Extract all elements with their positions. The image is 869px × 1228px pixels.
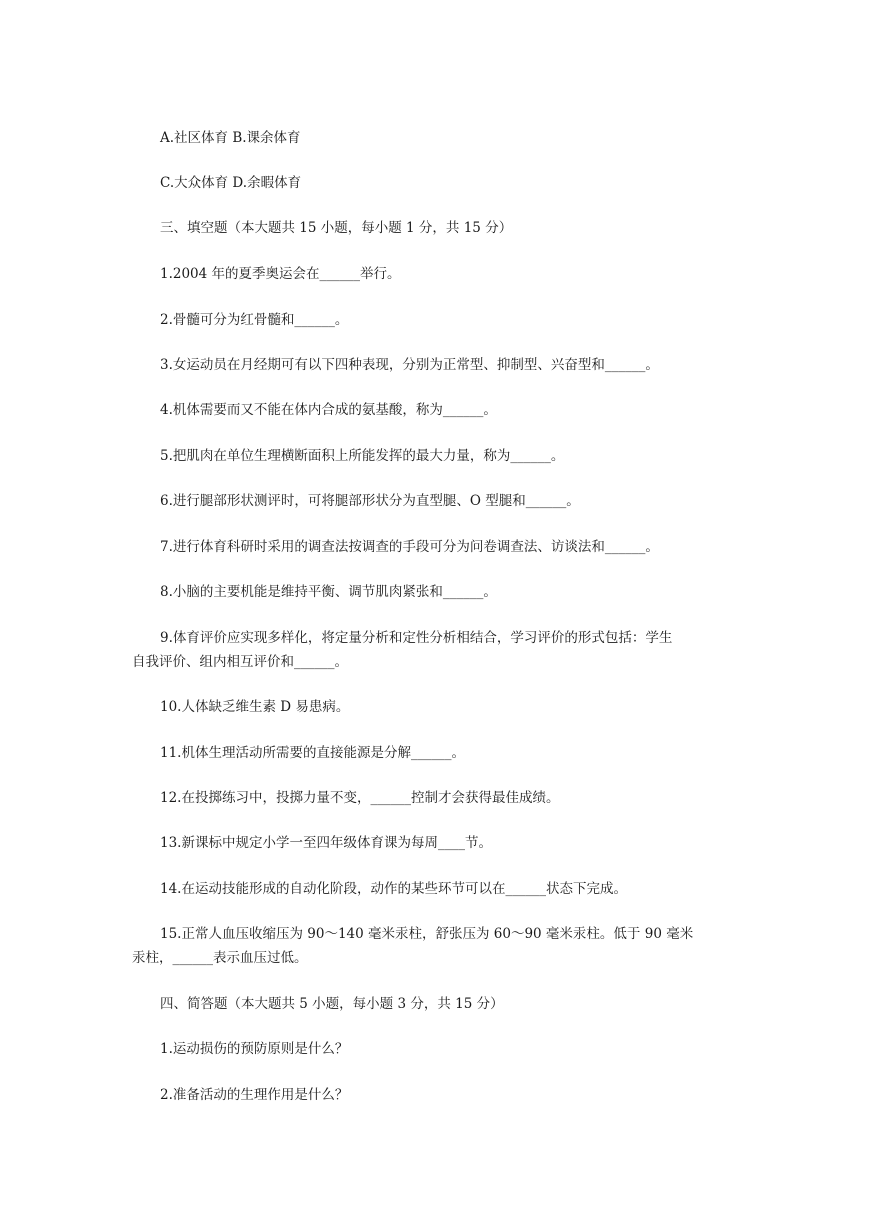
fill-item-15-line1: 15.正常人血压收缩压为 90～140 毫米汞柱，舒张压为 60～90 毫米汞柱。低于 90 毫米 [160,926,694,942]
section4-heading: 四、简答题（本大题共 5 小题，每小题 3 分，共 15 分） [160,996,504,1012]
fill-item-9-line2: 自我评价、组内相互评价和______。 [132,654,348,670]
fill-item-9-line1: 9.体育评价应实现多样化，将定量分析和定性分析相结合，学习评价的形式包括：学生 [160,630,673,646]
fill-item-12: 12.在投掷练习中，投掷力量不变，______控制才会获得最佳成绩。 [160,790,560,806]
fill-item-2: 2.骨髓可分为红骨髓和______。 [160,312,349,328]
section3-heading: 三、填空题（本大题共 15 小题，每小题 1 分，共 15 分） [160,220,513,236]
fill-item-7: 7.进行体育科研时采用的调查法按调查的手段可分为问卷调查法、访谈法和______。 [160,539,659,555]
short-answer-item-2: 2.准备活动的生理作用是什么？ [160,1087,349,1103]
fill-item-10: 10.人体缺乏维生素 D 易患病。 [160,699,350,715]
fill-item-11: 11.机体生理活动所需要的直接能源是分解______。 [160,745,465,761]
short-answer-item-1: 1.运动损伤的预防原则是什么？ [160,1041,349,1057]
options-line-ab: A.社区体育 B.课余体育 [160,130,301,146]
fill-item-8: 8.小脑的主要机能是维持平衡、调节肌肉紧张和______。 [160,584,497,600]
fill-item-14: 14.在运动技能形成的自动化阶段，动作的某些环节可以在______状态下完成。 [160,881,627,897]
fill-item-13: 13.新课标中规定小学一至四年级体育课为每周____节。 [160,835,492,851]
fill-item-6: 6.进行腿部形状测评时，可将腿部形状分为直型腿、O 型腿和______。 [160,493,580,509]
options-line-cd: C.大众体育 D.余暇体育 [160,175,302,191]
fill-item-3: 3.女运动员在月经期可有以下四种表现，分别为正常型、抑制型、兴奋型和______。 [160,357,659,373]
fill-item-15-line2: 汞柱，______表示血压过低。 [132,950,308,966]
fill-item-5: 5.把肌肉在单位生理横断面积上所能发挥的最大力量，称为______。 [160,448,565,464]
fill-item-1: 1.2004 年的夏季奥运会在______举行。 [160,266,401,282]
fill-item-4: 4.机体需要而又不能在体内合成的氨基酸，称为______。 [160,402,497,418]
